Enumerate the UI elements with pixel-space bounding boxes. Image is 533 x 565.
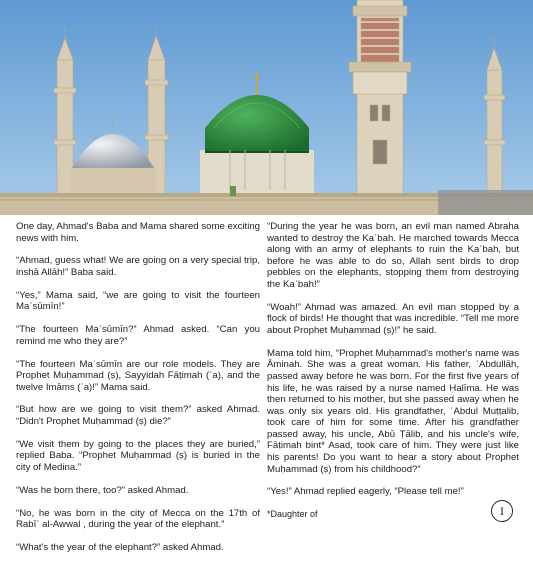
paragraph: “No, he was born in the city of Mecca on the 17th of Rabīʿ al-Awwal , during the year of the elephant.” bbox=[16, 507, 260, 531]
paragraph: “Yes,” Mama said, “we are going to visit the fourteen Maʿsūmīn!” bbox=[16, 289, 260, 313]
paragraph: “But how are we going to visit them?” asked Ahmad. “Didn't Prophet Muḥammad (ṣ) die?” bbox=[16, 404, 260, 428]
footnote: *Daughter of bbox=[267, 509, 318, 520]
minaret-tall bbox=[349, 0, 411, 200]
right-column bbox=[267, 221, 519, 532]
paragraph: “Yes!” Ahmad replied eagerly, “Please tell me!” bbox=[267, 486, 464, 498]
paragraph: “Was he born there, too?” asked Ahmad. bbox=[16, 484, 189, 496]
paragraph: “During the year he was born, an evil man named Abraha wanted to destroy the Kaʿbah. He marched towards Mecca along with an army of elephants to ruin the Kaʿbah, but before he was able to do so, Allah sent birds to drop pebbles on the elephants, stopping them from destroying the Kaʿbah!” bbox=[267, 221, 519, 290]
paragraph: Mama told him, “Prophet Muḥammad's mother's name was Āminah. She was a great woman. His father, ʿAbdullāh, passed away before he was born. For the first five years of his life, he was raised by a nurse named Ḥalīma. He was then returned to his mother, but she passed away when he was only six years old. His grandfather, ʿAbdul Muṭṭalib, took care of him for some time. After his grandfather passed away, his uncle, Abū Ṭālib, and his uncle's wife, Fāṭimah bint* Asad, took care of him. They were just like his parents! Do you want to hear a story about Prophet Muḥammad (ṣ) from his childhood?” bbox=[267, 347, 519, 475]
paragraph: “Ahmad, guess what! We are going on a very special trip, inshā Allāh!” Baba said. bbox=[16, 255, 260, 278]
left-column bbox=[16, 221, 260, 565]
paragraph: “The fourteen Maʿsūmīn?” Ahmad asked. “Can you remind me who they are?” bbox=[16, 324, 260, 347]
paragraph: “What's the year of the elephant?” asked Ahmad. bbox=[16, 541, 224, 553]
paragraph: One day, Ahmad's Baba and Mama shared some exciting news with him. bbox=[16, 221, 260, 244]
paragraph: “Woah!” Ahmad was amazed. An evil man stopped by a flock of birds! He thought that was incredible. “Tell me more about Prophet Muḥammad (ṣ)!” he said. bbox=[267, 301, 519, 336]
paragraph: “The fourteen Maʿsūmīn are our role models. They are Prophet Muḥammad (ṣ), Sayyidah Fāṭimah (ʿa), and the twelve Imāms (ʿa)!” Mama said. bbox=[16, 358, 260, 393]
paragraph: “We visit them by going to the places they are buried,” replied Baba. “Prophet Muḥammad (ṣ) is buried in the city of Medina.” bbox=[16, 438, 260, 474]
mosque-illustration bbox=[0, 0, 533, 215]
page-number: I bbox=[491, 500, 513, 522]
